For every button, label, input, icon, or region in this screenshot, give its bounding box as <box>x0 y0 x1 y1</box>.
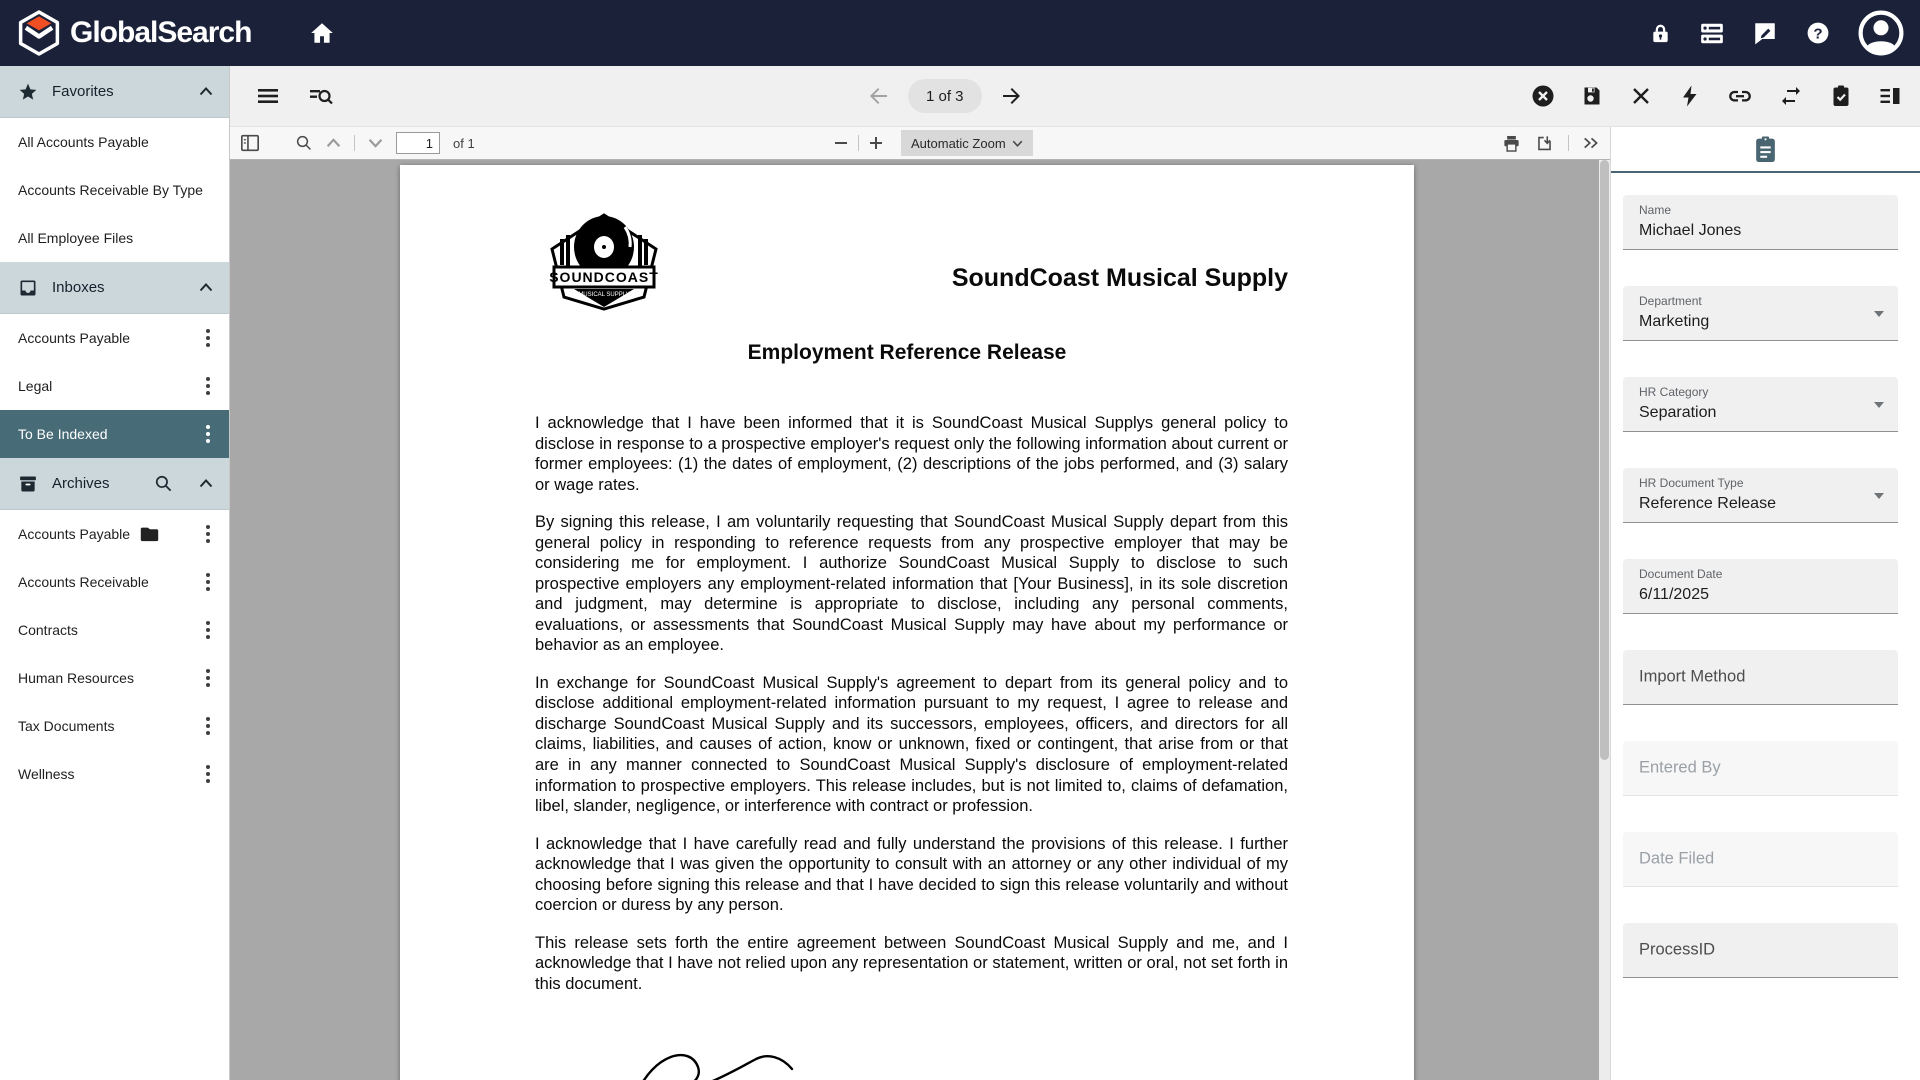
index-panel <box>1610 127 1920 1080</box>
field-label: HR Document Type <box>1639 476 1744 490</box>
cancel-circle-icon <box>1531 84 1555 108</box>
field-placeholder: Import Method <box>1639 667 1746 686</box>
pdf-toolbar <box>230 127 1610 160</box>
document-body <box>535 413 1288 1011</box>
help-button[interactable] <box>1805 20 1831 46</box>
view-list-icon <box>1699 20 1725 46</box>
archive-item-contracts[interactable] <box>0 606 229 654</box>
chevron-up-icon <box>199 87 213 96</box>
field-value: Marketing <box>1639 313 1710 330</box>
archive-item-tax-documents[interactable] <box>0 702 229 750</box>
kebab-menu-icon[interactable] <box>206 724 210 728</box>
download-icon <box>1535 134 1554 153</box>
item-label: Tax Documents <box>18 718 115 734</box>
chevron-down-icon <box>368 138 383 148</box>
field-name[interactable] <box>1623 195 1898 250</box>
close-document-button[interactable] <box>1629 84 1653 108</box>
globalsearch-logo-icon <box>18 10 60 56</box>
separator <box>858 135 859 151</box>
previous-document-button[interactable] <box>866 84 890 108</box>
account-button[interactable] <box>1858 10 1904 56</box>
field-value: Michael Jones <box>1639 222 1742 239</box>
archive-item-wellness[interactable] <box>0 750 229 798</box>
double-chevron-right-icon <box>1583 136 1600 150</box>
navbar-right-actions <box>1649 10 1920 56</box>
paragraph: I acknowledge that I have been informed that it is SoundCoast Musical Supplys general policy to disclose in response to a prospective employer's request only the following information about current or former employees: (1) the dates of employment, (2) descriptions of the jobs performed, and (3) salary or wage rates. <box>535 414 1288 494</box>
top-navbar <box>0 0 1920 66</box>
lightning-bolt-icon <box>1678 84 1702 108</box>
signature-mark <box>632 1043 802 1080</box>
pdf-sidebar-toggle-button[interactable] <box>240 134 260 152</box>
field-entered-by[interactable] <box>1623 741 1898 796</box>
kebab-menu-icon[interactable] <box>206 676 210 680</box>
kebab-menu-icon[interactable] <box>206 628 210 632</box>
item-label: Contracts <box>18 622 78 638</box>
chevron-up-icon <box>199 283 213 292</box>
index-panel-tabs <box>1611 127 1920 173</box>
lock-button[interactable] <box>1649 22 1672 45</box>
item-label: Accounts Receivable <box>18 574 149 590</box>
inboxes-section-header[interactable] <box>0 262 229 314</box>
field-hr-document-type[interactable] <box>1623 468 1898 523</box>
plus-icon <box>869 136 883 150</box>
zoom-level-select[interactable] <box>901 130 1033 156</box>
item-label: Human Resources <box>18 670 134 686</box>
workflow-actions-button[interactable] <box>1678 84 1702 108</box>
pdf-zoom-controls <box>834 127 1033 159</box>
field-placeholder: Entered By <box>1639 758 1721 777</box>
next-document-button[interactable] <box>1000 84 1024 108</box>
folder-icon <box>140 526 159 542</box>
side-panel-icon <box>1878 84 1902 108</box>
archives-label: Archives <box>52 475 110 492</box>
dropdown-arrow-icon <box>1874 311 1884 322</box>
paragraph: I acknowledge that I have carefully read and fully understand the provisions of this release. I further acknowledge that I was given the opportunity to consult with an attorney or any other individual of my choosing before signing this release and that I have decided to sign this release voluntarily and without coercion or duress by any person. <box>535 834 1288 915</box>
document-page-header <box>530 211 1288 315</box>
item-label: All Accounts Payable <box>18 134 149 150</box>
favorites-section-header[interactable] <box>0 66 229 118</box>
arrow-right-icon <box>1000 84 1024 108</box>
inbox-item-legal[interactable] <box>0 362 229 410</box>
item-label: Accounts Payable <box>18 526 131 542</box>
pdf-search-icon <box>295 134 313 152</box>
tasks-button[interactable] <box>1829 84 1853 108</box>
sidebar-item-accounts-receivable-by-type[interactable] <box>0 166 229 214</box>
swap-arrows-icon <box>1778 84 1804 108</box>
pdf-print-button[interactable] <box>1502 134 1521 153</box>
toolbar-right-actions <box>1531 66 1902 126</box>
svg-text:?: ? <box>1813 25 1823 43</box>
archive-icon <box>18 474 38 494</box>
index-fields <box>1611 173 1920 978</box>
kebab-menu-icon[interactable] <box>206 772 210 776</box>
pdf-toolbar-left <box>240 127 475 159</box>
item-label: To Be Indexed <box>18 426 108 442</box>
sidebar-item-all-accounts-payable[interactable] <box>0 118 229 166</box>
kebab-menu-icon[interactable] <box>206 336 210 340</box>
pdf-previous-page-button[interactable] <box>326 138 341 148</box>
pdf-find-button[interactable] <box>295 134 313 152</box>
kebab-menu-icon[interactable] <box>206 384 210 388</box>
field-label: Name <box>1639 203 1672 217</box>
kebab-menu-icon[interactable] <box>206 532 210 536</box>
separator <box>1568 135 1569 151</box>
document-title: Employment Reference Release <box>747 341 1067 364</box>
dropdown-arrow-icon <box>1874 402 1884 413</box>
chevron-up-icon <box>199 479 213 488</box>
close-x-icon <box>1629 84 1653 108</box>
field-label: Department <box>1639 294 1702 308</box>
inboxes-label: Inboxes <box>52 279 105 296</box>
pdf-next-page-button[interactable] <box>368 138 383 148</box>
separator <box>354 135 355 151</box>
chevron-down-icon <box>1012 140 1023 147</box>
document-pagination <box>866 66 1024 126</box>
menu-button[interactable] <box>256 84 280 108</box>
arrow-left-icon <box>866 84 890 108</box>
document-page <box>400 165 1414 1080</box>
field-import-method[interactable] <box>1623 650 1898 705</box>
archive-item-accounts-receivable[interactable] <box>0 558 229 606</box>
viewer-scrollbar-thumb[interactable] <box>1600 160 1609 760</box>
clipboard-check-icon <box>1829 84 1853 108</box>
paragraph: This release sets forth the entire agreement between SoundCoast Musical Supply and me, and I acknowledge that I have not relied upon any representation or statement, written or oral, not set forth in this document. <box>535 933 1288 993</box>
archive-item-accounts-payable[interactable] <box>0 510 229 558</box>
document-toolbar <box>230 66 1920 127</box>
star-icon <box>18 82 38 102</box>
logo-banner-text: SOUNDCOAST <box>549 269 659 285</box>
company-heading: SoundCoast Musical Supply <box>951 264 1288 292</box>
kebab-menu-icon[interactable] <box>206 580 210 584</box>
logo-subtitle-text: MUSICAL SUPPLY <box>578 292 630 298</box>
home-button[interactable] <box>309 20 335 46</box>
save-icon <box>1580 84 1604 108</box>
brand-name: GlobalSearch <box>70 16 252 49</box>
brand <box>0 10 251 56</box>
left-sidebar <box>0 66 230 1080</box>
avatar-icon <box>1858 10 1904 56</box>
field-department[interactable] <box>1623 286 1898 341</box>
field-placeholder: ProcessID <box>1639 940 1716 959</box>
dropdown-arrow-icon <box>1874 493 1884 504</box>
pdf-more-tools-button[interactable] <box>1583 136 1600 150</box>
link-button[interactable] <box>1727 84 1753 108</box>
paragraph: By signing this release, I am voluntarily requesting that SoundCoast Musical Supply depart from this general policy in responding to reference requests from any prospective employer that may be considering me for employment. I authorize SoundCoast Musical Supply to disclose to such prospective employers any employment-related information that [Your Business], in its sole discretion and judgment, may determine is appropriate to disclose, including any personal comments, evaluations, or assessments that SoundCoast Musical Supply may have about my performance or behavior as an employee. <box>535 513 1288 655</box>
inbox-icon <box>18 278 38 298</box>
favorites-label: Favorites <box>52 83 114 100</box>
document-page-indicator: 1 of 3 <box>908 79 982 113</box>
pdf-page-count: of 1 <box>453 135 475 151</box>
view-list-button[interactable] <box>1699 20 1725 46</box>
item-label: Wellness <box>18 766 75 782</box>
pdf-toolbar-right <box>1502 127 1600 159</box>
pdf-sidebar-toggle-icon <box>240 134 260 152</box>
help-icon <box>1805 20 1831 46</box>
field-value: Separation <box>1639 404 1717 421</box>
sidebar-item-all-employee-files[interactable] <box>0 214 229 262</box>
archives-section-header[interactable] <box>0 458 229 510</box>
inbox-item-accounts-payable[interactable] <box>0 314 229 362</box>
item-label: Accounts Receivable By Type <box>18 182 203 198</box>
search-document-button[interactable] <box>308 84 334 108</box>
item-label: Legal <box>18 378 53 394</box>
field-label: Document Date <box>1639 567 1723 581</box>
field-placeholder: Date Filed <box>1639 849 1715 868</box>
field-value: 6/11/2025 <box>1639 586 1709 603</box>
field-label: HR Category <box>1639 385 1709 399</box>
item-label: Accounts Payable <box>18 330 131 346</box>
archives-search-icon[interactable] <box>154 474 173 493</box>
feedback-button[interactable] <box>1752 20 1778 46</box>
viewer-scrollbar[interactable] <box>1599 160 1610 1080</box>
archive-item-human-resources[interactable] <box>0 654 229 702</box>
item-label: All Employee Files <box>18 230 134 246</box>
field-process-id[interactable] <box>1623 923 1898 978</box>
hamburger-icon <box>256 84 280 108</box>
minus-icon <box>834 136 848 150</box>
inbox-item-to-be-indexed[interactable] <box>0 410 229 458</box>
lock-icon <box>1649 22 1672 45</box>
print-icon <box>1502 134 1521 153</box>
field-value: Reference Release <box>1639 495 1776 512</box>
toolbar-left <box>256 66 334 126</box>
home-icon <box>309 20 335 46</box>
index-tab[interactable] <box>1753 136 1778 163</box>
field-document-date[interactable] <box>1623 559 1898 614</box>
pdf-download-button[interactable] <box>1535 134 1554 153</box>
paragraph: In exchange for SoundCoast Musical Supply's agreement to depart from its general policy and to disclose additional employment-related information pursuant to my request, I agree to release and discharge SoundCoast Musical Supply and its successors, employees, officers, and directors for all claims, liabilities, and causes of action, know or unknown, fixed or contingent, that arise from or that are in any manner connected to SoundCoast Musical Supply's disclosure of employment-related information to prospective employers. This release includes, but is not limited to, claims of defamation, libel, slander, negligence, or interference with contract or profession. <box>535 673 1288 816</box>
pdf-page-number-input[interactable] <box>396 132 440 154</box>
zoom-out-button[interactable] <box>834 136 848 150</box>
field-hr-category[interactable] <box>1623 377 1898 432</box>
pdf-viewer[interactable] <box>230 160 1610 1080</box>
search-list-icon <box>308 84 334 108</box>
route-document-button[interactable] <box>1778 84 1804 108</box>
kebab-menu-icon[interactable] <box>206 432 210 436</box>
feedback-pencil-icon <box>1752 20 1778 46</box>
zoom-level-value: Automatic Zoom <box>911 135 1006 151</box>
save-button[interactable] <box>1580 84 1604 108</box>
clipboard-icon <box>1753 136 1778 163</box>
chevron-up-icon <box>326 138 341 148</box>
delete-document-button[interactable] <box>1531 84 1555 108</box>
toggle-panel-button[interactable] <box>1878 84 1902 108</box>
zoom-in-button[interactable] <box>869 136 883 150</box>
link-icon <box>1727 84 1753 108</box>
soundcoast-logo <box>530 211 678 311</box>
field-date-filed[interactable] <box>1623 832 1898 887</box>
